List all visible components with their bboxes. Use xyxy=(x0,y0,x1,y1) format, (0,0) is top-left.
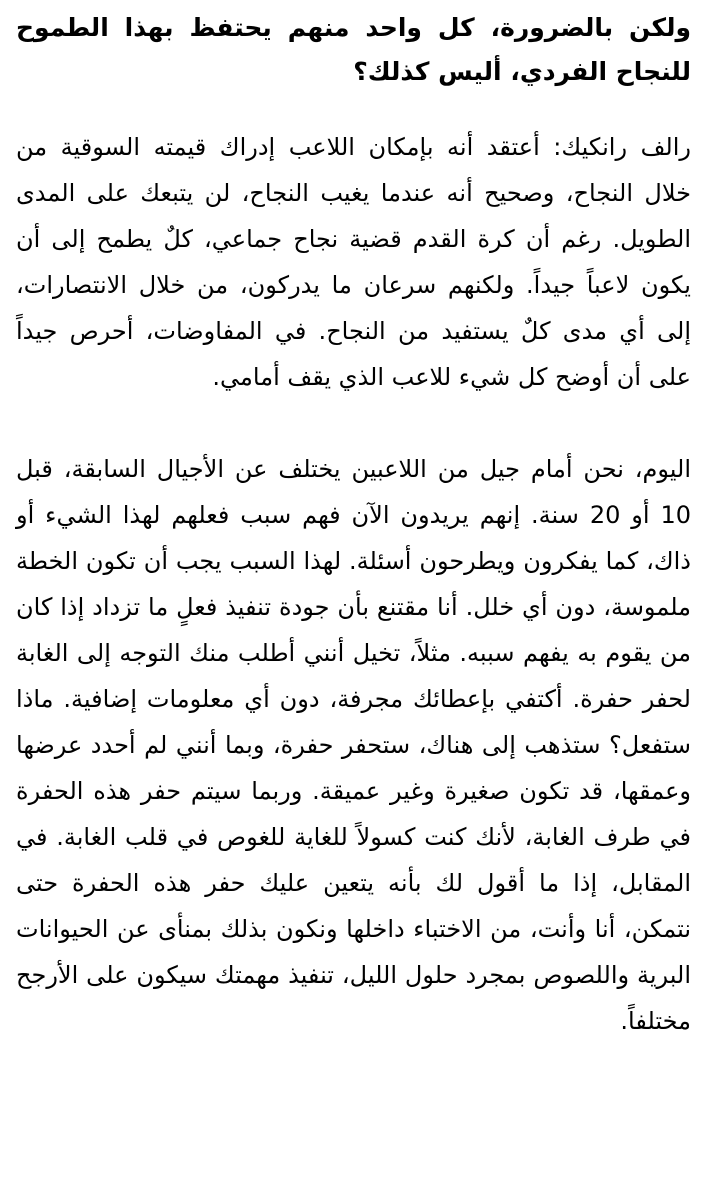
interview-question: ولكن بالضرورة، كل واحد منهم يحتفظ بهذا الطموح للنجاح الفردي، أليس كذلك؟ xyxy=(16,13,691,86)
answer-paragraph: اليوم، نحن أمام جيل من اللاعبين يختلف عن الأجيال السابقة، قبل 10 أو 20 سنة. إنهم يريدون الآن فهم سبب فعلهم لهذا الشيء أو ذاك، كما يفكرون ويطرحون أسئلة. لهذا السبب يجب أن تكون الخطة ملموسة، دون أي خلل. أنا مقتنع بأن جودة تنفيذ فعلٍ ما تزداد إذا كان من يقوم به يفهم سببه. مثلاً، تخيل أنني أطلب منك التوجه إلى الغابة لحفر حفرة. أكتفي بإعطائك مجرفة، دون أي معلومات إضافية. ماذا ستفعل؟ ستذهب إلى هناك، ستحفر حفرة، وبما أنني لم أحدد عرضها وعمقها، قد تكون صغيرة وغير عميقة. وربما سيتم حفر هذه الحفرة في طرف الغابة، لأنك كنت كسولاً للغاية للغوص في قلب الغابة. في المقابل، إذا ما أقول لك بأنه يتعين عليك حفر هذه الحفرة حتى نتمكن، أنا وأنت، من الاختباء داخلها ونكون بذلك بمنأى عن الحيوانات البرية واللصوص بمجرد حلول الليل، تنفيذ مهمتك سيكون على الأرجح مختلفاً. xyxy=(16,455,692,1035)
interview-answer: رالف رانكيك: أعتقد أنه بإمكان اللاعب إدراك قيمته السوقية من خلال النجاح، وصحيح أنه عندما يغيب النجاح، لن يتبعك على المدى الطويل. رغم أن كرة القدم قضية نجاح جماعي، كلٌ يطمح إلى أن يكون لاعباً جيداً. ولكنهم سرعان ما يدركون، من خلال الانتصارات، إلى أي مدى كلٌ يستفيد من النجاح. في المفاوضات، أحرص جيداً على أن أوضح كل شيء للاعب الذي يقف أمامي. xyxy=(16,133,691,391)
